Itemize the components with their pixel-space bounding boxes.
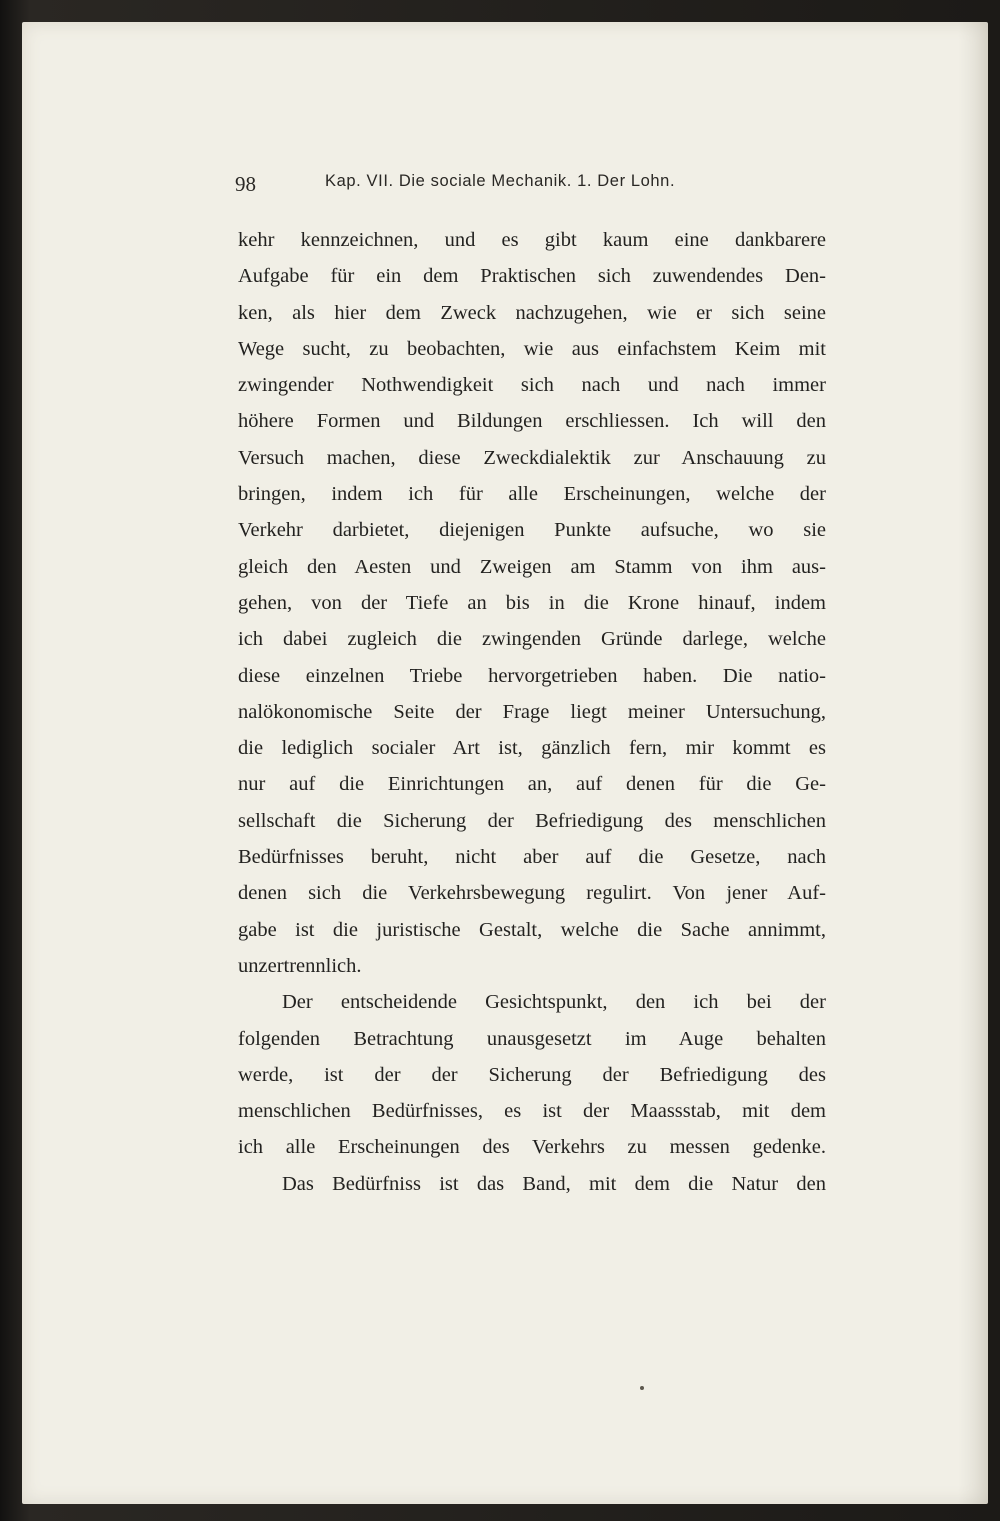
text-line: folgenden Betrachtung unausgesetzt im Auge behalten — [238, 1027, 826, 1050]
text-line: Der entscheidende Gesichtspunkt, den ich bei der — [282, 991, 826, 1014]
text-line: diese einzelnen Triebe hervorgetrieben haben. Die natio- — [238, 664, 826, 687]
text-line: zwingender Nothwendigkeit sich nach und nach immer — [238, 374, 826, 397]
page-shading — [958, 22, 988, 1504]
text-line: kehr kennzeichnen, und es gibt kaum eine dankbarere — [238, 229, 826, 251]
text-line: Wege sucht, zu beobachten, wie aus einfachstem Keim mit — [238, 337, 826, 360]
text-line: denen sich die Verkehrsbewegung regulirt. Von jener Auf- — [238, 882, 826, 905]
page-number: 98 — [235, 172, 256, 196]
text-line: unzertrennlich. — [238, 954, 362, 977]
text-line: nalökonomische Seite der Frage liegt meiner Untersuchung, — [238, 700, 826, 723]
text-line: Versuch machen, diese Zweckdialektik zur Anschauung zu — [238, 446, 826, 469]
text-line: Bedürfnisses beruht, nicht aber auf die Gesetze, nach — [238, 846, 826, 869]
text-line: höhere Formen und Bildungen erschliessen. Ich will den — [238, 410, 826, 433]
text-line: Verkehr darbietet, diejenigen Punkte aufsuche, wo sie — [238, 519, 826, 542]
text-line: Aufgabe für ein dem Praktischen sich zuwendendes Den- — [238, 265, 826, 288]
page-header — [235, 168, 835, 208]
text-line: die lediglich socialer Art ist, gänzlich fern, mir kommt es — [238, 737, 826, 760]
text-line: Das Bedürfniss ist das Band, mit dem die Natur den — [282, 1172, 826, 1195]
running-head: Kap. VII. Die sociale Mechanik. 1. Der Lohn. — [325, 172, 676, 190]
text-line: gehen, von der Tiefe an bis in die Krone hinauf, indem — [238, 591, 826, 614]
text-line: sellschaft die Sicherung der Befriedigung des menschlichen — [238, 809, 826, 832]
text-line: menschlichen Bedürfnisses, es ist der Maassstab, mit dem — [238, 1100, 826, 1123]
text-line: ken, als hier dem Zweck nachzugehen, wie er sich seine — [238, 301, 826, 324]
text-line: nur auf die Einrichtungen an, auf denen für die Ge- — [238, 773, 826, 796]
body-text — [238, 222, 826, 1202]
text-line: werde, ist der der Sicherung der Befriedigung des — [238, 1063, 826, 1086]
text-line: ich dabei zugleich die zwingenden Gründe darlege, welche — [238, 628, 826, 651]
text-line: gabe ist die juristische Gestalt, welche die Sache annimmt, — [238, 918, 826, 941]
text-line: ich alle Erscheinungen des Verkehrs zu messen gedenke. — [238, 1136, 826, 1159]
text-line: bringen, indem ich für alle Erscheinungen, welche der — [238, 483, 826, 506]
page-speck — [640, 1386, 644, 1390]
text-line: gleich den Aesten und Zweigen am Stamm von ihm aus- — [238, 555, 826, 578]
